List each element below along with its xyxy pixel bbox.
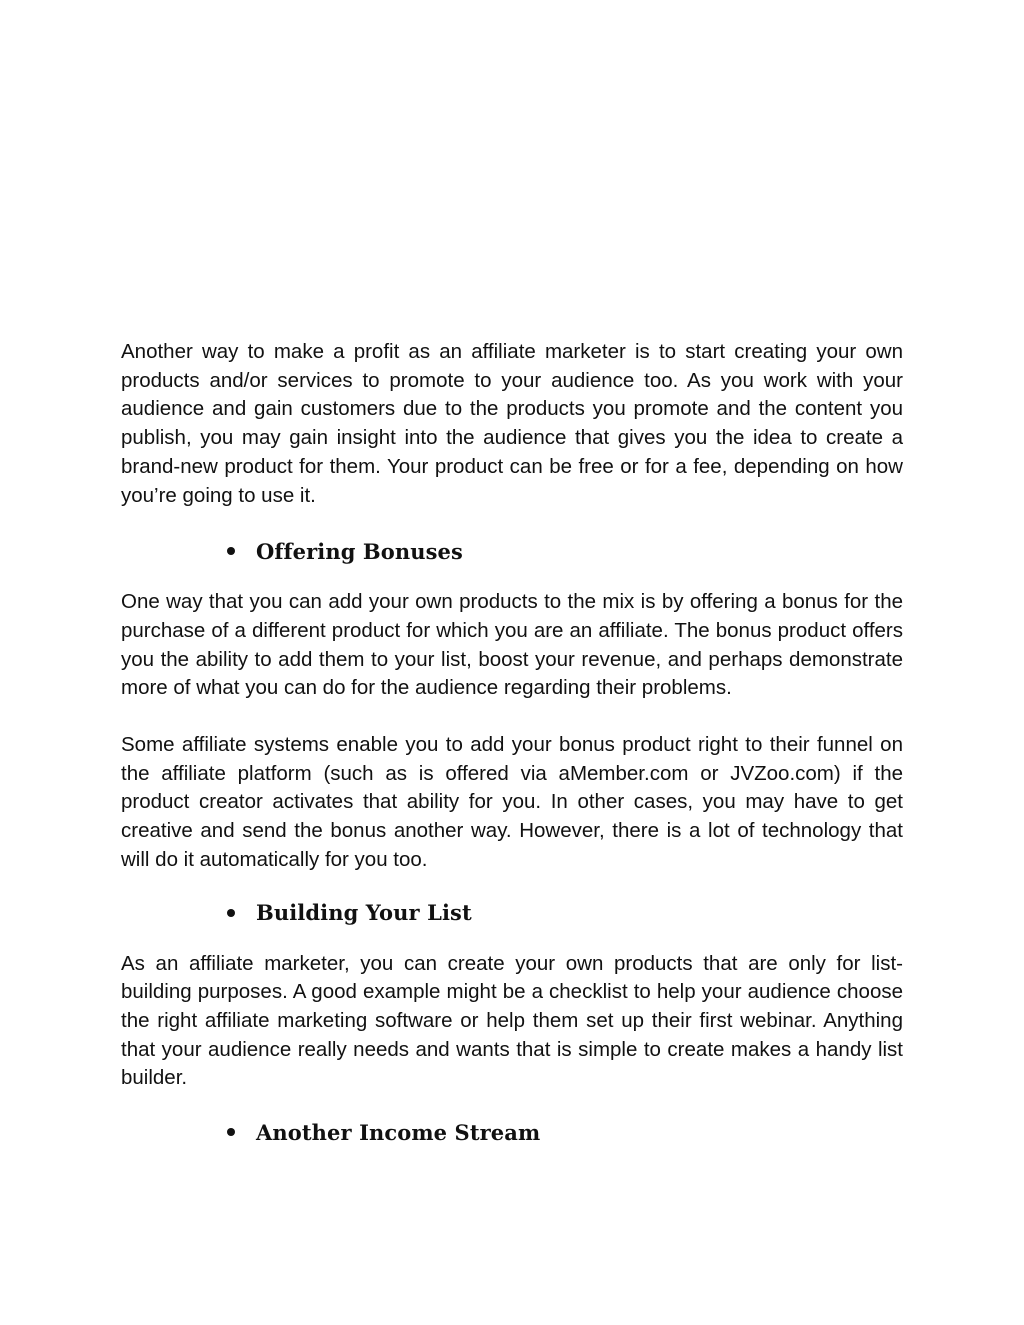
document-body xyxy=(121,338,903,1147)
bullet-heading: Building Your List xyxy=(256,900,472,926)
paragraph-own-products: Another way to make a profit as an affiliate marketer is to start creating your own products and/or services to promote to your audience too. As you work with your audience and gain customers due to the products you promote and the content you publish, you may gain insight into the audience that gives you the idea to create a brand-new product for them. Your product can be free or for a fee, depending on how you’re going to use it. xyxy=(121,340,903,507)
paragraph-list-building: As an affiliate marketer, you can create your own products that are only for list-building purposes. A good example might be a checklist to help your audience choose the right affiliate marketing software or help them set up their first webinar. Anything that your audience really needs and wants that is simple to create makes a handy list builder. xyxy=(121,951,903,1090)
paragraph-affiliate-systems: Some affiliate systems enable you to add your bonus product right to their funnel on the affiliate platform (such as is offered via aMember.com or JVZoo.com) if the product creator activates that ability for you. In other cases, you may have to get creative and send the bonus another way. However, there is a lot of technology that will do it automatically for you too. xyxy=(121,733,903,871)
bullet-offering-bonuses xyxy=(227,536,903,566)
bullet-icon xyxy=(227,547,235,555)
bullet-building-your-list xyxy=(227,898,903,928)
bullet-icon xyxy=(227,909,235,917)
paragraph-bonus-purchase: One way that you can add your own products to the mix is by offering a bonus for the purchase of a different product for which you are an affiliate. The bonus product offers you the ability to add them to your list, boost your revenue, and perhaps demonstrate more of what you can do for the audience regarding their problems. xyxy=(121,590,903,700)
bullet-heading: Offering Bonuses xyxy=(256,538,463,564)
bullet-another-income-stream xyxy=(227,1117,903,1147)
bullet-heading: Another Income Stream xyxy=(256,1119,541,1145)
bullet-icon xyxy=(227,1128,235,1136)
